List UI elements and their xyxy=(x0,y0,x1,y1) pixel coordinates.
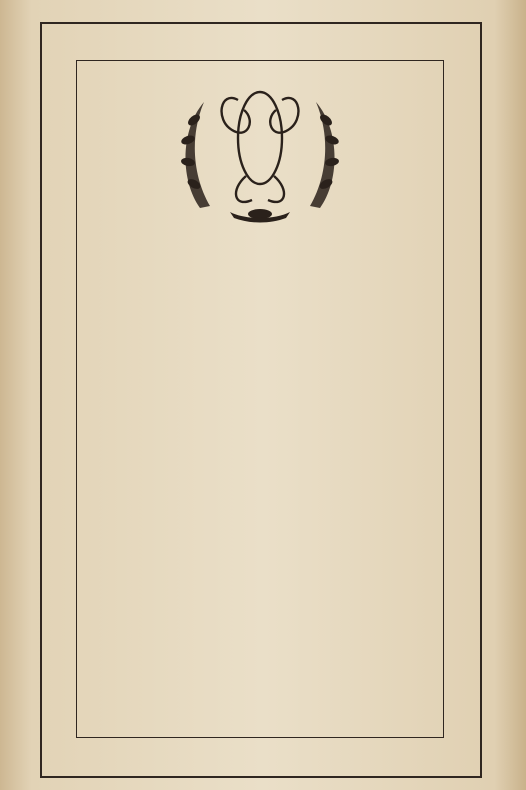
ornamental-border-bottom xyxy=(54,740,464,766)
ornamental-border-right xyxy=(442,50,470,742)
ornamental-border-top xyxy=(54,36,464,62)
monogram-wreath-emblem-icon xyxy=(160,80,360,230)
title-page-content xyxy=(80,70,440,242)
ornamental-border-left xyxy=(48,50,76,742)
